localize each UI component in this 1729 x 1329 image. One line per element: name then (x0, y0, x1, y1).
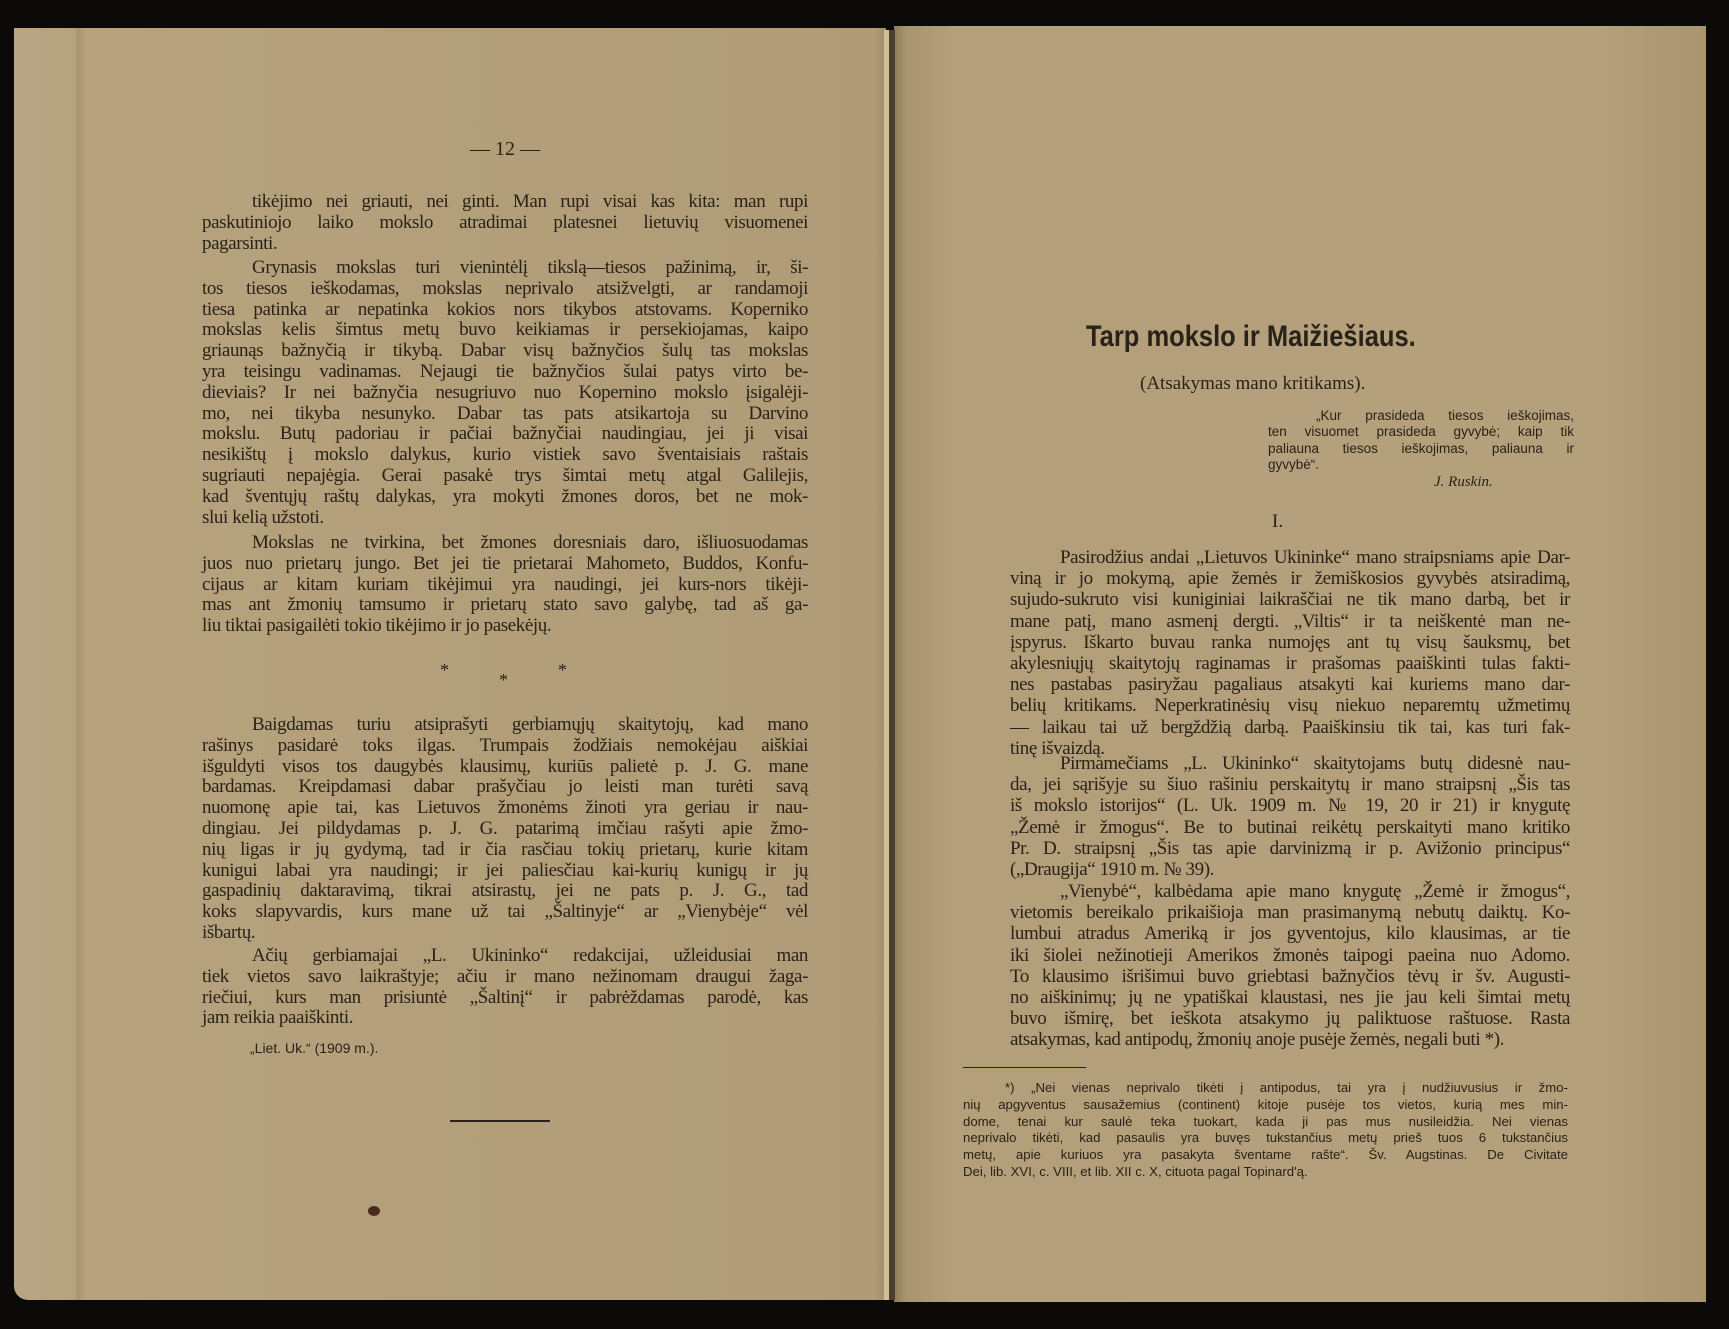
text-line: nes pastabas pasiryžau pagaliaus atsakyti kai kuriems mano dar- (1010, 674, 1570, 696)
text-line: buvo išmirę, bet ieškota atsakymo jų paliktuose raštuose. Rasta (1010, 1008, 1570, 1030)
text-line: belių kritikams. Neperkratinėsių visų niekuo neparemtų užmetimų (1010, 695, 1570, 717)
text-line: mo, nei tikyba nesunyko. Dabar tas pats atsikartoja su Darvino (202, 402, 808, 424)
text-line: metų, apie kuriuos yra pasakyta šventame rašte“. Šv. Augstinas. De Civitate (963, 1147, 1568, 1163)
article-title: Tarp mokslo ir Maižiešiaus. (1086, 320, 1416, 353)
epigraph-author: J. Ruskin. (1434, 474, 1493, 490)
text-line: cijaus ar kitam kuriam tikėjimui yra naudingi, jei kurs-nors tikėji- (202, 573, 808, 595)
paragraph (1010, 753, 1570, 880)
paragraph (202, 192, 808, 254)
text-line: Baigdamas turiu atsiprašyti gerbiamųjų skaitytojų, kad mano (252, 714, 808, 735)
text-line: dome, tenai kur saulė teka tuokart, kada ji pas mus nusileidžia. Nei vienas (963, 1113, 1568, 1129)
text-line: nių apgyventus sausažemius (continent) kitoje pusėje tos vietos, kurią mes min- (963, 1096, 1568, 1112)
text-line: „Kur prasideda tiesos ieškojimas, (1316, 408, 1574, 423)
text-line: iš mokslo istorijos“ (L. Uk. 1909 m. № 19, 20 ir 21) ir knygutę (1010, 795, 1570, 817)
paragraph (202, 258, 808, 528)
separator-star: * (499, 670, 508, 690)
text-line: vietomis bereikalo prikaišioja man prasimanymą nebutų daiktų. Ko- (1010, 902, 1570, 924)
text-line: gyvybė“. (1268, 456, 1320, 472)
text-line: griaunąs bažnyčią ir tikybą. Dabar visų bažnyčios šulų tas mokslas (202, 340, 808, 362)
epigraph (1268, 408, 1574, 473)
text-line: mane patį, mano asmenį dergti. „Viltis“ ir ta neiškentė man ne- (1010, 610, 1570, 632)
text-line: nių ligas ir jų gydymą, tad ir čia rasčiau tokių prietarų, kurie kitam (202, 838, 808, 860)
text-line: yra teisingu vadinamas. Nejaugi tie bažnyčios šulai patys virto be- (202, 360, 808, 382)
text-line: slui kelią užstoti. (202, 506, 324, 528)
article-subtitle: (Atsakymas mano kritikams). (1140, 373, 1366, 394)
text-line: bardamas. Kreipdamasi dabar prašyčiau jo leisti man turėti savą (202, 776, 808, 798)
text-line: „Žemė ir žmogus“. Be to butinai reikėtų perskaityti mano kritiko (1010, 816, 1570, 838)
text-line: akylesniųjų skaitytojų raginamas ir prašomas paaiškinti tulas fakti- (1010, 653, 1570, 675)
text-line: viną ir jo mokymą, apie žemės ir žemiškosios gyvybės atsiradimą, (1010, 568, 1570, 590)
text-line: sugriauti nepajėgia. Gerai pasakė trys šimtai metų atgal Galilejis, (202, 464, 808, 486)
text-line: Pasirodžius andai „Lietuvos Ukininke“ mano straipsniams apie Dar- (1060, 547, 1570, 568)
gutter-shadow (889, 30, 895, 1300)
source-citation: „Liet. Uk.“ (1909 m.). (250, 1040, 379, 1056)
text-line: iki šiolei nežinotieji Amerikos žmonės taipogi paeina nuo Adomo. (1010, 944, 1570, 966)
text-line: tos tiesos ieškodamas, mokslas neprivalo atsižvelgti, ar randamoji (202, 277, 808, 299)
paragraph (202, 715, 808, 944)
text-line: liu tiktai pasigailėti tokio tikėjimo ir jo pasekėjų. (202, 615, 552, 637)
text-line: Dei, lib. XVI, c. VIII, et lib. XII c. X, cituota pagal Topinard'ą. (963, 1163, 1308, 1179)
separator-star: * (558, 660, 567, 680)
section-numeral: I. (1272, 511, 1284, 532)
text-line: išguldyti visos tos daugybės klausimų, kuriūs palietė p. J. G. mane (202, 755, 808, 777)
text-line: išbartų. (202, 921, 256, 943)
text-line: pagarsinti. (202, 232, 278, 254)
text-line: Mokslas ne tvirkina, bet žmones doresniais daro, išliuosuodamas (252, 532, 808, 553)
text-line: ten visuomet prasideda gyvybė; kaip tik (1268, 424, 1574, 440)
text-line: tiesa patinka ar nepatinka kokios nors tikybos atstovams. Koperniko (202, 298, 808, 320)
text-line: jam reikia paaiškinti. (202, 1007, 354, 1029)
text-line: atsakymas, kad antipodų, žmonių anoje pusėje žemės, negali buti *). (1010, 1029, 1504, 1051)
text-line: mokslu. Butų padoriau ir pačiai bažnyčiai naudingiau, jei ji visai (202, 423, 808, 445)
text-line: nesikištų į mokslo dalykus, kurio vistiek savo šventaisiais raštais (202, 444, 808, 466)
page-number: — 12 — (470, 138, 540, 160)
text-line: tiek vietos savo laikraštyje; ačiu ir mano nežinomam draugui žaga- (202, 965, 808, 987)
text-line: Grynasis mokslas turi vienintėlį tikslą—tiesos pažinimą, ir, ši- (252, 257, 808, 278)
text-line: nuomonę apie tai, kas Lietuvos žmonėms žinoti yra geriau ir nau- (202, 797, 808, 819)
text-line: Ačių gerbiamajai „L. Ukininko“ redakcijai, užleidusiai man (252, 945, 808, 966)
text-line: no aiškinimų; jų ne ypatiškai klaustasi, nes jie jau keli šimtai metų (1010, 987, 1570, 1009)
paragraph (202, 533, 808, 637)
text-line: paskutiniojo laiko mokslo atradimai platesnei lietuvių visuomenei (202, 211, 808, 233)
text-line: gaspadinių daktaravimą, tikrai atsirastų, jei ne pats p. J. G., tad (202, 880, 808, 902)
paragraph (202, 946, 808, 1029)
text-line: („Draugija“ 1910 m. № 39). (1010, 859, 1214, 881)
text-line: lumbui atradus Ameriką ir jos gyventojus, kilo klausimas, ar tie (1010, 923, 1570, 945)
text-line: tikėjimo nei griauti, nei ginti. Man rupi visai kas kita: man rupi (252, 191, 808, 212)
text-line: rašinys pasidarė toks ilgas. Trumpais žodžiais nemokėjau aiškiai (202, 734, 808, 756)
paragraph (1010, 547, 1570, 759)
text-line: — laikau tai už bergždžią darbą. Paaiškinsiu tik tai, kas turi fak- (1010, 716, 1570, 738)
text-line: kad šventųjų raštų dalykas, yra mokyti žmones doros, bet ne mok- (202, 485, 808, 507)
text-line: sujudo-sukruto visi kuniginiai laikraščiai ne tik mano darbą, bet ir (1010, 589, 1570, 611)
text-line: dingiau. Jei pildydamas p. J. G. patarimą imčiau rašyti apie žmo- (202, 817, 808, 839)
text-line: *) „Nei vienas neprivalo tikėti į antipodus, tai yra į nudžiuvusius ir žmo- (1005, 1080, 1568, 1095)
text-line: neprivalo tikėti, kad pasaulis yra buvęs tukstančius metų prieš tuos 6 tukstančius (963, 1130, 1568, 1146)
separator-star: * (440, 660, 449, 680)
text-line: dieviais? Ir nei bažnyčia nesugriuvo nuo Kopernino mokslo įsigalėji- (202, 381, 808, 403)
text-line: To klausimo išrišimui buvo griebtasi bažnyčios tėvų ir šv. Augusti- (1010, 965, 1570, 987)
text-line: „Vienybė“, kalbėdama apie mano knygutę „Žemė ir žmogus“, (1060, 881, 1570, 902)
text-line: Pirmamečiams „L. Ukininko“ skaitytojams butų didesnė nau- (1060, 753, 1570, 774)
text-line: riečiui, kurs man prisiuntė „Šaltinį“ ir pabrėždamas parodė, kas (202, 986, 808, 1008)
text-line: da, jei sąrišyje su šiuo rašiniu perskaitytų ir mano straipsnį „Šis tas (1010, 774, 1570, 796)
ink-stain (368, 1206, 380, 1216)
text-line: juos nuo prietarų jungo. Bet jei tie prietarai Mahometo, Buddos, Konfu- (202, 552, 808, 574)
text-line: koks slapyvardis, kurs mane už tai „Šaltinyje“ ar „Vienybėje“ vėl (202, 901, 808, 923)
end-rule (450, 1120, 550, 1122)
text-line: Pr. D. straipsnį „Šis tas apie darvinizmą ir p. Avižonio principus“ (1010, 837, 1570, 859)
text-line: paliauna tiesos ieškojimas, paliauna ir (1268, 440, 1574, 456)
text-line: įspyrus. Iškarto buvau ranka numojęs ant tų visų šauksmų, bet (1010, 631, 1570, 653)
text-line: mas ant žmonių tamsumo ir prietarų stato savo galybę, tad aš ga- (202, 594, 808, 616)
text-line: tinę išvaizdą. (1010, 737, 1105, 759)
paragraph (1010, 881, 1570, 1051)
footnote-rule (963, 1067, 1086, 1068)
text-line: mokslas kelis šimtus metų buvo keikiamas ir persekiojamas, kaipo (202, 319, 808, 341)
footnote (963, 1080, 1568, 1181)
text-line: kunigui labai yra naudingi; ir jei paliesčiau kai-kurių kunigų ir jų (202, 859, 808, 881)
